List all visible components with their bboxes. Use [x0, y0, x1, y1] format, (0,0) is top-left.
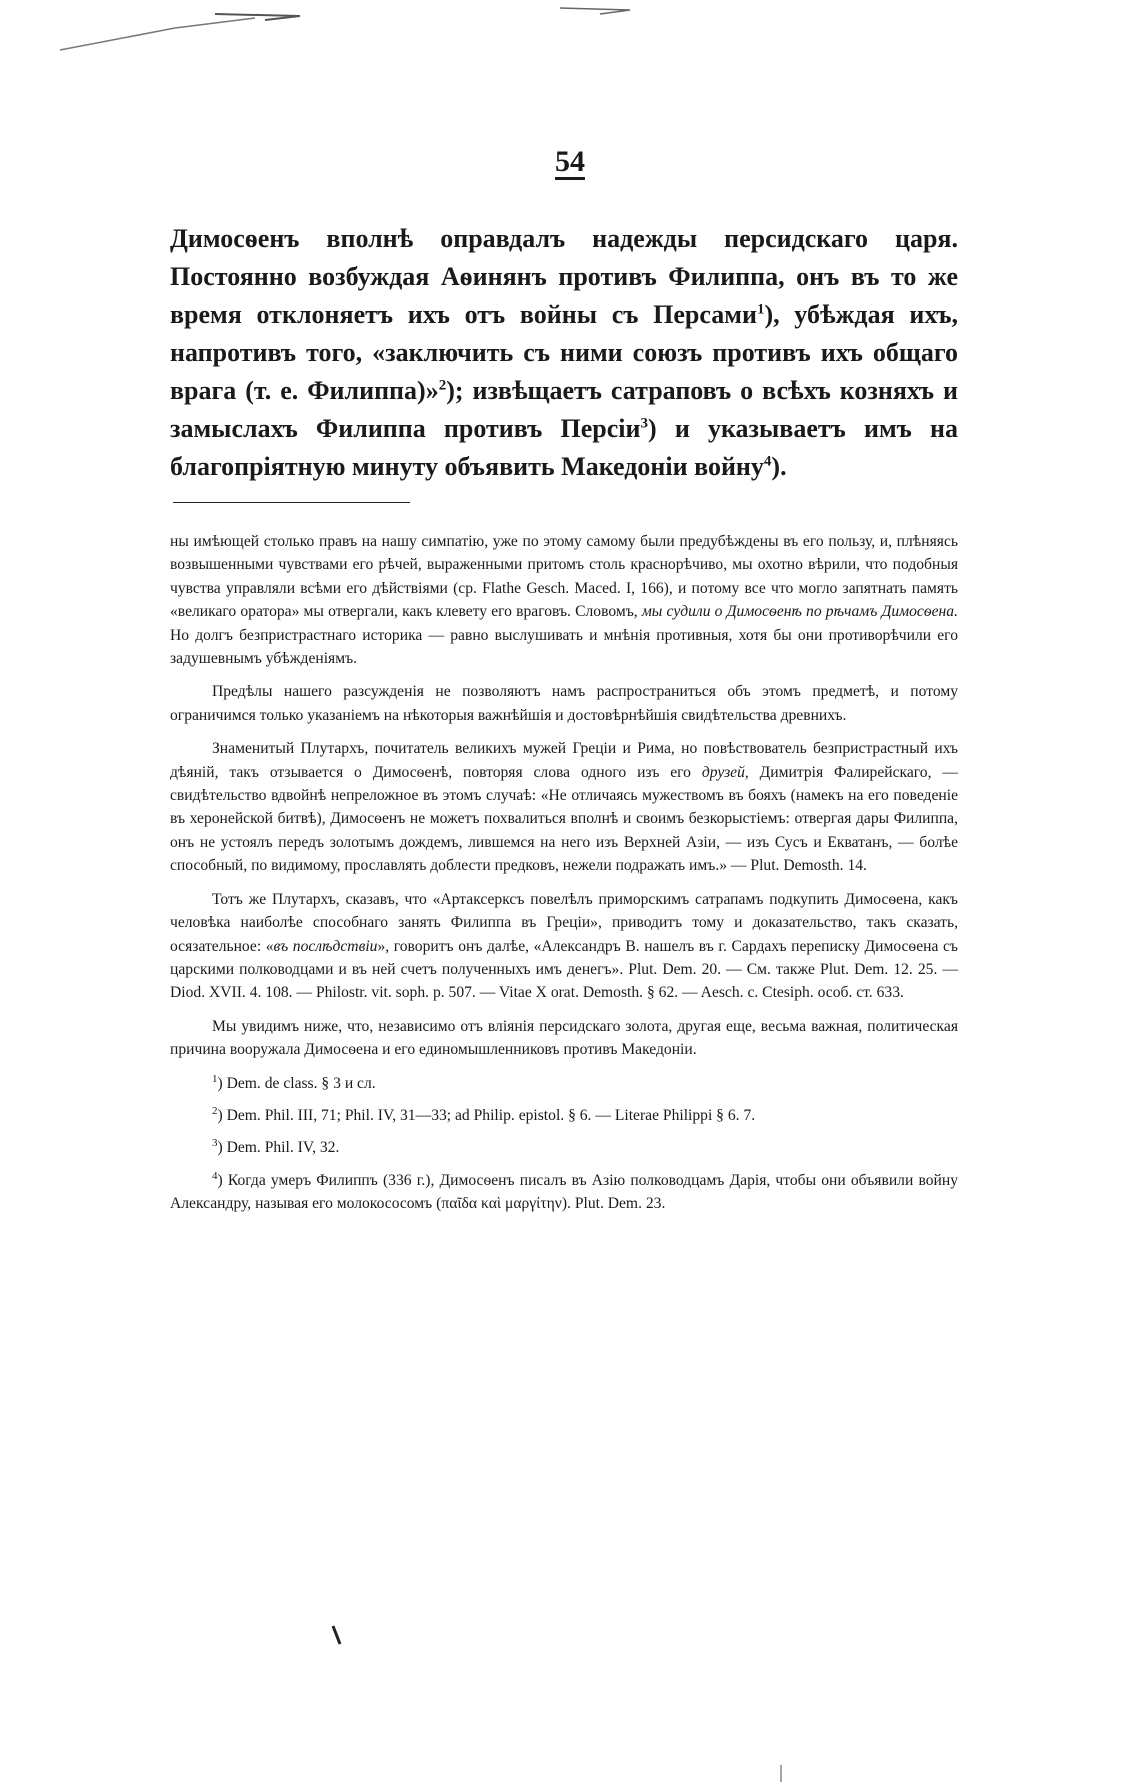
notes-section [170, 530, 958, 1225]
note-paragraph: Мы увидимъ ниже, что, независимо отъ вліянія персидскаго золота, другая еще, весьма важная, политическая причина вооружала Димосѳена и его единомышленниковъ противъ Македоніи. [170, 1017, 958, 1059]
bottom-scan-marks [0, 1482, 1140, 1782]
note-paragraph: Предѣлы нашего разсужденія не позволяютъ намъ распространиться объ этомъ предметѣ, и потому ограничимся только указаніемъ на нѣкоторыя важнѣйшія и достовѣрнѣйшія свидѣтельства древнихъ. [170, 683, 958, 724]
footnote-ref: 4 [763, 453, 772, 470]
footnote: $^2$) Dem. Phil. III, 71; Phil. IV, 31—33; ad Philip. epistol. § 6. — Literae Philippi § 6. 7. [212, 1104, 756, 1124]
footnote: $^1$) Dem. de class. § 3 и сл. [212, 1072, 376, 1092]
footnote-ref: 3 [640, 415, 648, 432]
main-paragraph: Димосѳенъ вполнѣ оправдалъ надежды персидскаго царя. Постоянно возбуждая Аѳинянъ противъ Филиппа, онъ въ то же время отклоняетъ ихъ отъ войны съ Персами$^1$), убѣждая ихъ, напротивъ того, «заключить съ ними союзъ противъ ихъ общаго врага (т. е. Филиппа)»$^2$); извѣщаетъ сатраповъ о всѣхъ козняхъ и замыслахъ Филиппа противъ Персіи$^3$) и указываетъ имъ на благопріятную минуту объявить Македоніи войну$^4$). [170, 224, 958, 481]
note-paragraph: ны имѣющей столько правъ на нашу симпатію, уже по этому самому были предубѣждены въ его пользу, и, плѣняясь возвышенными чувствами его рѣчей, выраженными притомъ столь краснорѣчиво, мы охотно вѣрили, что подобныя чувства управляли всѣми его дѣйствіями (ср. Flathe Gesch. Maced. I, 166), и потому все что могло запятнать память «великаго оратора» мы отвергали, какъ клевету его враговъ. Словомъ, мы судили о Димосѳенѣ по рѣчамъ Димосѳена. Но долгъ безпристрастнаго историка — равно выслушивать и мнѣнія противныя, хотя бы они противорѣчили его задушевнымъ убѣжденіямъ. [170, 533, 958, 668]
note-paragraph: Тотъ же Плутархъ, сказавъ, что «Артаксерксъ повелѣлъ приморскимъ сатрапамъ подкупить Димосѳена, какъ человѣка наиболѣе способнаго занять Филиппа въ Греціи», приводитъ тому и доказательство, такъ сказать, осязательное: «въ послѣдствіи», говоритъ онъ далѣе, «Александръ В. нашелъ въ г. Сардахъ переписку Димосѳена съ царскими полководцами и въ ней счетъ полученныхъ имъ денегъ». Plut. Dem. 20. — См. также Plut. Dem. 12. 25. — Diod. XVII. 4. 108. — Philostr. vit. soph. p. 507. — Vitae X orat. Demosth. § 62. — Aesch. c. Ctesiph. особ. ст. 633. [170, 890, 958, 1002]
footnote: $^4$) Когда умеръ Филиппъ (336 г.), Димосѳенъ писалъ въ Азію полководцамъ Дарія, чтобы они объявили войну Александру, называя его молокососомъ (παῖδα καὶ μαργίτην). Plut. Dem. 23. [170, 1169, 958, 1213]
top-scan-marks [0, 0, 1140, 80]
note-paragraph: Знаменитый Плутархъ, почитатель великихъ мужей Греціи и Рима, но повѣствователь безпристрастный ихъ дѣяній, такъ отзывается о Димосѳенѣ, повторяя слова одного изъ его друзей, Димитрія Фалирейскаго, — свидѣтельство вдвойнѣ непреложное въ этомъ случаѣ: «Не отличаясь мужествомъ въ бояхъ (намекъ на его поведеніе въ херонейской битвѣ), Димосѳенъ не можетъ похвалиться вполнѣ и своимъ безкорыстіемъ: отвергая дары Филиппа, онъ не устоялъ передъ золотымъ дождемъ, лившемся на него изъ Верхней Азіи, — изъ Сусъ и Екватанъ, — болѣе способный, по видимому, прославлять доблести предковъ, нежели подражать имъ.» — Plut. Demosth. 14. [170, 740, 958, 875]
page-number: 54 [555, 145, 585, 178]
footnote: $^3$) Dem. Phil. IV, 32. [212, 1137, 340, 1157]
footnote-ref: 1 [756, 301, 765, 318]
footnote-divider [173, 502, 410, 503]
footnote-ref: 2 [438, 377, 447, 394]
